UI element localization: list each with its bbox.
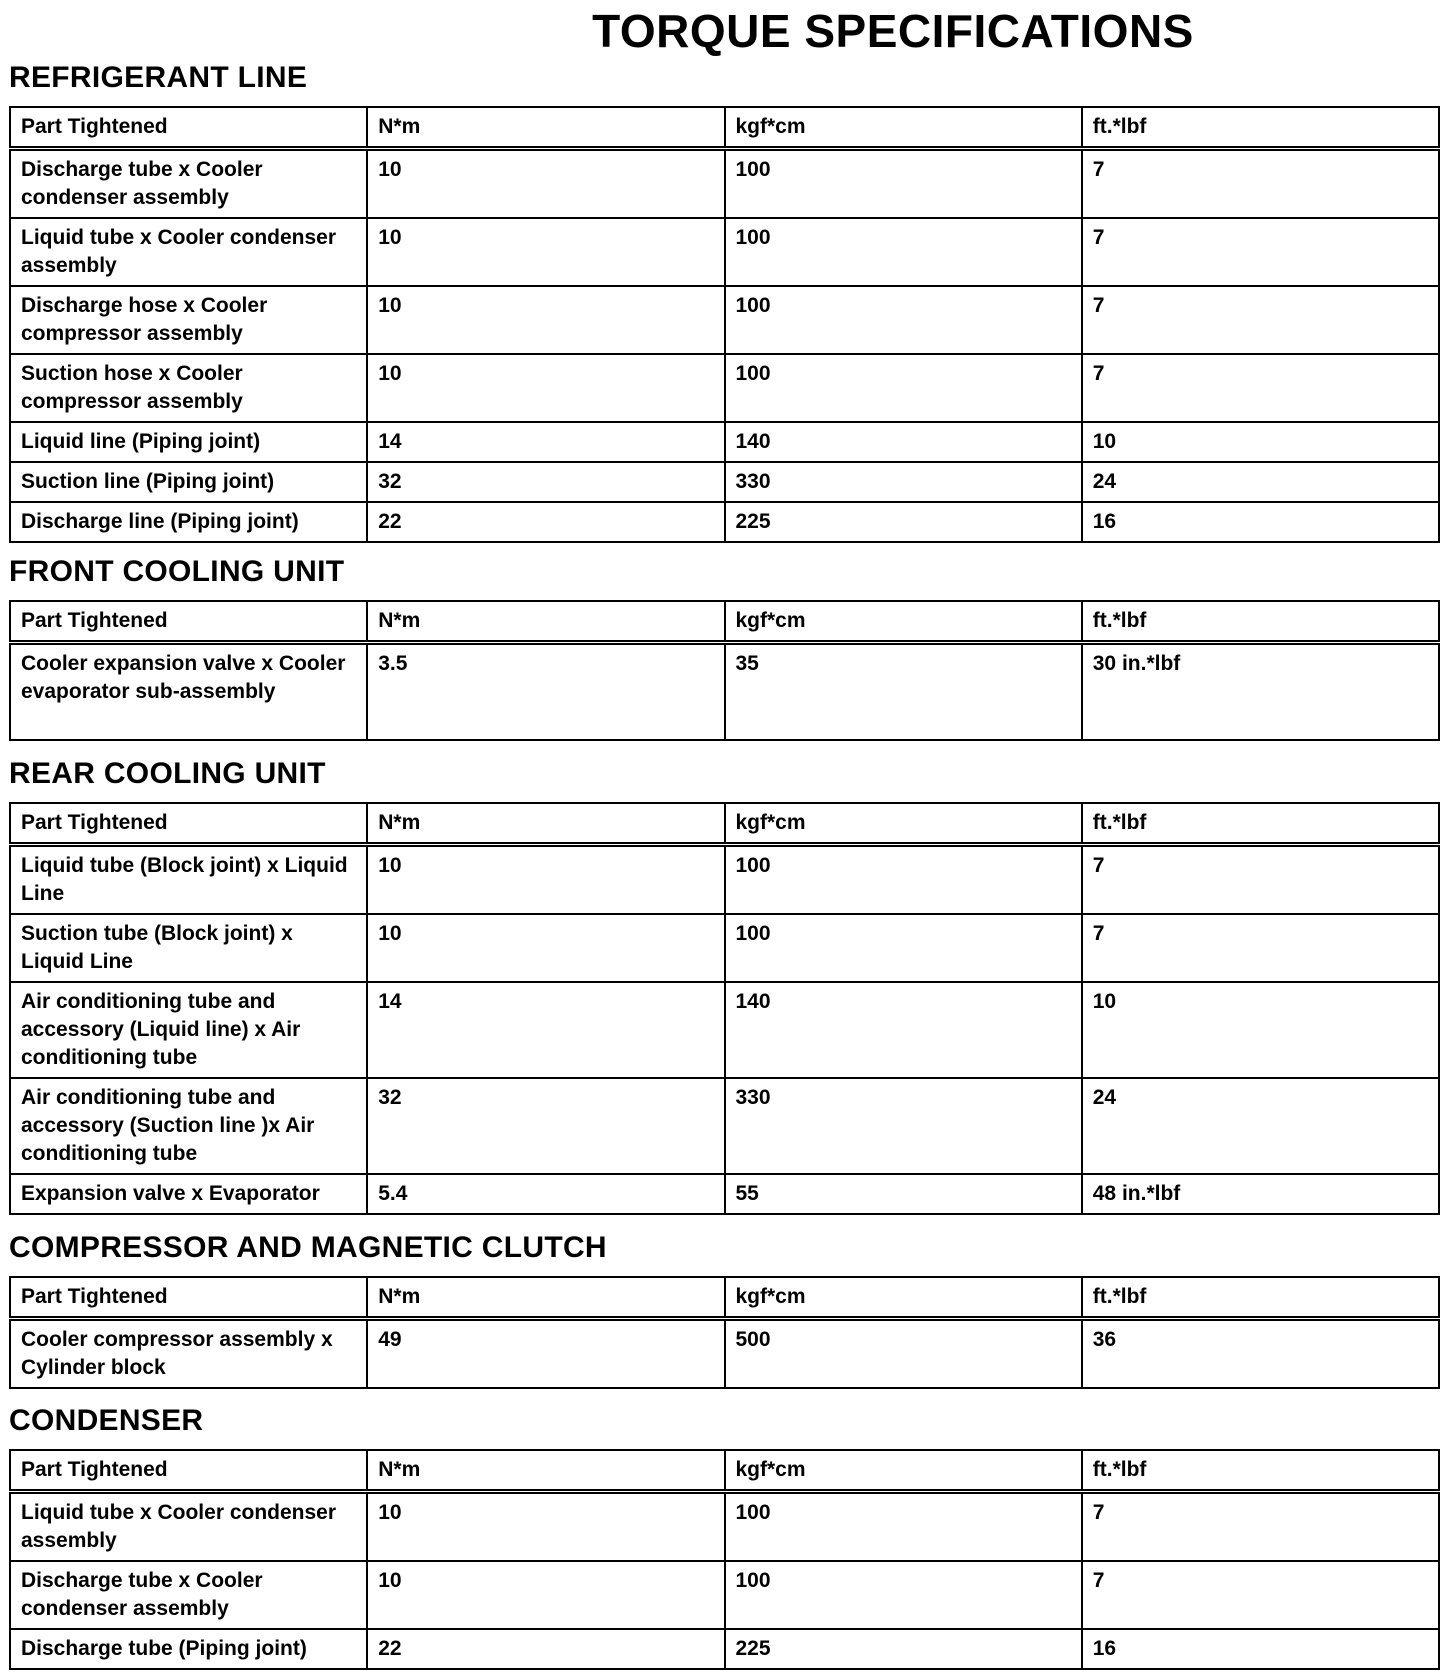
cell-part: Cooler expansion valve x Cooler evaporator sub-assembly <box>10 643 367 741</box>
table-row <box>10 422 1439 462</box>
header-ftlbf: ft.*lbf <box>1082 601 1439 643</box>
cell-ftlbf: 7 <box>1082 218 1439 286</box>
cell-kgfcm: 330 <box>725 1078 1082 1174</box>
table-row <box>10 1078 1439 1174</box>
cell-ftlbf: 7 <box>1082 914 1439 982</box>
cell-nm: 22 <box>367 1629 724 1669</box>
header-kgfcm: kgf*cm <box>725 601 1082 643</box>
section-title: CONDENSER <box>9 1404 204 1437</box>
cell-kgfcm: 140 <box>725 422 1082 462</box>
table-row <box>10 914 1439 982</box>
cell-ftlbf: 24 <box>1082 462 1439 502</box>
section-rear-cooling-unit <box>9 756 1440 1215</box>
section-refrigerant-line <box>9 60 1440 543</box>
table-row <box>10 1319 1439 1389</box>
cell-part: Expansion valve x Evaporator <box>10 1174 367 1214</box>
cell-kgfcm: 225 <box>725 1629 1082 1669</box>
section-title: FRONT COOLING UNIT <box>9 555 345 588</box>
cell-part: Suction hose x Cooler compressor assembly <box>10 354 367 422</box>
section-compressor-and-magnetic-clutch <box>9 1230 1440 1389</box>
torque-table <box>9 802 1440 1215</box>
cell-ftlbf: 24 <box>1082 1078 1439 1174</box>
table-row <box>10 502 1439 542</box>
cell-ftlbf: 7 <box>1082 149 1439 219</box>
cell-ftlbf: 7 <box>1082 1561 1439 1629</box>
cell-kgfcm: 100 <box>725 354 1082 422</box>
cell-nm: 22 <box>367 502 724 542</box>
cell-nm: 3.5 <box>367 643 724 741</box>
table-row <box>10 1492 1439 1562</box>
cell-part: Discharge tube x Cooler condenser assembly <box>10 149 367 219</box>
cell-nm: 10 <box>367 286 724 354</box>
table-header-row <box>10 107 1439 149</box>
cell-ftlbf: 36 <box>1082 1319 1439 1389</box>
header-ftlbf: ft.*lbf <box>1082 1450 1439 1492</box>
cell-nm: 14 <box>367 422 724 462</box>
cell-nm: 49 <box>367 1319 724 1389</box>
table-header-row <box>10 601 1439 643</box>
table-row <box>10 982 1439 1078</box>
header-part-tightened: Part Tightened <box>10 601 367 643</box>
cell-kgfcm: 100 <box>725 1561 1082 1629</box>
cell-ftlbf: 7 <box>1082 354 1439 422</box>
cell-part: Liquid tube x Cooler condenser assembly <box>10 1492 367 1562</box>
header-ftlbf: ft.*lbf <box>1082 107 1439 149</box>
cell-ftlbf: 7 <box>1082 1492 1439 1562</box>
table-row <box>10 354 1439 422</box>
torque-table <box>9 600 1440 741</box>
table-row <box>10 643 1439 741</box>
table-row <box>10 286 1439 354</box>
header-kgfcm: kgf*cm <box>725 1450 1082 1492</box>
section-title: COMPRESSOR AND MAGNETIC CLUTCH <box>9 1231 607 1264</box>
cell-nm: 5.4 <box>367 1174 724 1214</box>
cell-ftlbf: 10 <box>1082 982 1439 1078</box>
cell-nm: 10 <box>367 1561 724 1629</box>
table-header-row <box>10 803 1439 845</box>
cell-kgfcm: 100 <box>725 149 1082 219</box>
table-row <box>10 1174 1439 1214</box>
torque-table <box>9 1449 1440 1670</box>
cell-nm: 10 <box>367 914 724 982</box>
header-kgfcm: kgf*cm <box>725 1277 1082 1319</box>
table-row <box>10 218 1439 286</box>
cell-kgfcm: 55 <box>725 1174 1082 1214</box>
cell-part: Discharge line (Piping joint) <box>10 502 367 542</box>
cell-nm: 10 <box>367 149 724 219</box>
cell-kgfcm: 100 <box>725 845 1082 915</box>
cell-nm: 10 <box>367 354 724 422</box>
header-nm: N*m <box>367 601 724 643</box>
cell-nm: 10 <box>367 1492 724 1562</box>
cell-nm: 14 <box>367 982 724 1078</box>
page-title: TORQUE SPECIFICATIONS <box>592 5 1194 57</box>
cell-nm: 32 <box>367 462 724 502</box>
section-title: REAR COOLING UNIT <box>9 757 326 790</box>
header-part-tightened: Part Tightened <box>10 1277 367 1319</box>
cell-part: Liquid line (Piping joint) <box>10 422 367 462</box>
header-part-tightened: Part Tightened <box>10 1450 367 1492</box>
section-title: REFRIGERANT LINE <box>9 61 308 94</box>
cell-ftlbf: 7 <box>1082 845 1439 915</box>
torque-table <box>9 1276 1440 1389</box>
cell-part: Discharge tube x Cooler condenser assembly <box>10 1561 367 1629</box>
cell-part: Air conditioning tube and accessory (Liquid line) x Air conditioning tube <box>10 982 367 1078</box>
cell-kgfcm: 100 <box>725 218 1082 286</box>
header-kgfcm: kgf*cm <box>725 107 1082 149</box>
cell-ftlbf: 48 in.*lbf <box>1082 1174 1439 1214</box>
cell-part: Liquid tube x Cooler condenser assembly <box>10 218 367 286</box>
cell-kgfcm: 100 <box>725 914 1082 982</box>
cell-ftlbf: 10 <box>1082 422 1439 462</box>
header-nm: N*m <box>367 1277 724 1319</box>
cell-kgfcm: 140 <box>725 982 1082 1078</box>
cell-kgfcm: 35 <box>725 643 1082 741</box>
table-row <box>10 149 1439 219</box>
table-row <box>10 462 1439 502</box>
cell-ftlbf: 16 <box>1082 1629 1439 1669</box>
header-nm: N*m <box>367 1450 724 1492</box>
header-part-tightened: Part Tightened <box>10 803 367 845</box>
table-row <box>10 845 1439 915</box>
cell-kgfcm: 500 <box>725 1319 1082 1389</box>
cell-part: Liquid tube (Block joint) x Liquid Line <box>10 845 367 915</box>
cell-part: Air conditioning tube and accessory (Suction line )x Air conditioning tube <box>10 1078 367 1174</box>
cell-part: Discharge hose x Cooler compressor assembly <box>10 286 367 354</box>
cell-kgfcm: 100 <box>725 286 1082 354</box>
header-ftlbf: ft.*lbf <box>1082 803 1439 845</box>
section-front-cooling-unit <box>9 554 1440 741</box>
section-condenser <box>9 1403 1440 1670</box>
table-row <box>10 1629 1439 1669</box>
table-header-row <box>10 1450 1439 1492</box>
header-nm: N*m <box>367 107 724 149</box>
cell-part: Suction tube (Block joint) x Liquid Line <box>10 914 367 982</box>
cell-part: Cooler compressor assembly x Cylinder block <box>10 1319 367 1389</box>
cell-ftlbf: 7 <box>1082 286 1439 354</box>
cell-nm: 10 <box>367 845 724 915</box>
cell-ftlbf: 30 in.*lbf <box>1082 643 1439 741</box>
header-nm: N*m <box>367 803 724 845</box>
cell-ftlbf: 16 <box>1082 502 1439 542</box>
header-part-tightened: Part Tightened <box>10 107 367 149</box>
torque-table <box>9 106 1440 543</box>
cell-part: Discharge tube (Piping joint) <box>10 1629 367 1669</box>
header-ftlbf: ft.*lbf <box>1082 1277 1439 1319</box>
cell-part: Suction line (Piping joint) <box>10 462 367 502</box>
cell-nm: 32 <box>367 1078 724 1174</box>
table-row <box>10 1561 1439 1629</box>
cell-kgfcm: 330 <box>725 462 1082 502</box>
cell-kgfcm: 225 <box>725 502 1082 542</box>
cell-kgfcm: 100 <box>725 1492 1082 1562</box>
header-kgfcm: kgf*cm <box>725 803 1082 845</box>
cell-nm: 10 <box>367 218 724 286</box>
table-header-row <box>10 1277 1439 1319</box>
